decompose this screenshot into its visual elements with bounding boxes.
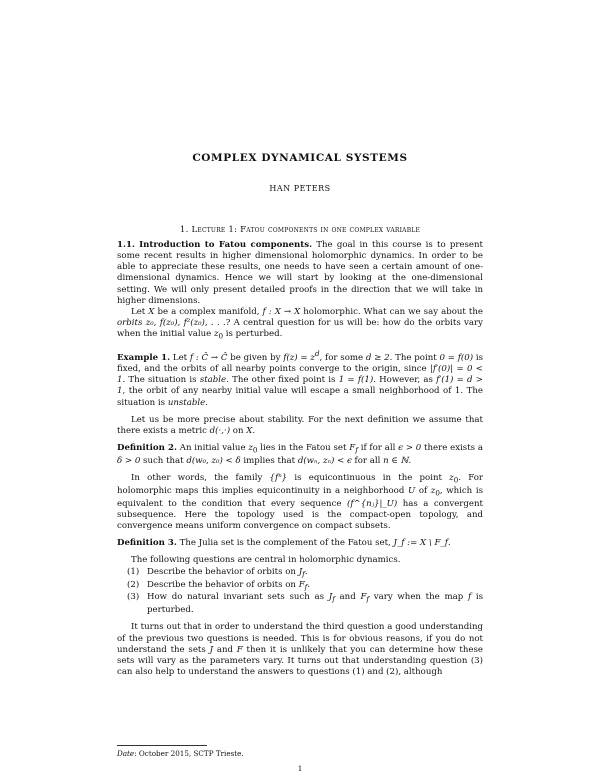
manifold-paragraph: Let X be a complex manifold, f : X → X holomorphic. What can we say about the orbits z₀, f(z₀), f²(z₀), . . .? A central question for us will be: how do the orbits vary when the initial value $z_0$ is perturbed. bbox=[117, 306, 483, 341]
equicontinuity-paragraph: In other words, the family {fⁿ} is equicontinuous in the point $z_0$. For holomorphic maps this implies equicontinuity in a neighborhood U of $z_0$, which is equivalent to the condition that every sequence (f^{nⱼ}|_U) has a convergent subsequence. Here the topology used is the compact-open topology, and convergence means uniform convergence on compact subsets. bbox=[117, 473, 483, 532]
list-item: (3) How do natural invariant sets such as $J_f$ and $F_f$ vary when the map f is perturbed. bbox=[127, 592, 483, 616]
footnote: Date: October 2015, SCTP Trieste. bbox=[117, 749, 244, 758]
list-item: (1) Describe the behavior of orbits on $J_f$. bbox=[127, 566, 308, 579]
example-1: Example 1. Let f : Ĉ → Ĉ be given by $f(z) = z^d$, for some d ≥ 2. The point 0 = f(0) is fixed, and the orbits of all nearby points converge to the origin, since |f′(0)| = 0 < 1. The situation is stable. The other fixed point is 1 = f(1). However, as f′(1) = d > 1, the orbit of any nearby initial value will escape a small neighborhood of 1. The situation is unstable. bbox=[117, 349, 483, 408]
subsection-number: 1.1. bbox=[117, 240, 135, 250]
paper-body bbox=[117, 240, 483, 678]
paper-author: HAN PETERS bbox=[269, 184, 331, 193]
section-heading: 1. Lecture 1: Fatou components in one complex variable bbox=[179, 225, 421, 235]
definition-2: Definition 2. An initial value $z_0$ lies in the Fatou set $F_f$ if for all ϵ > 0 there exists a δ > 0 such that d(w₀, z₀) < δ implies that d(wₙ, zₙ) < ϵ for all n ∈ ℕ. bbox=[117, 443, 483, 466]
paper-title: COMPLEX DYNAMICAL SYSTEMS bbox=[192, 152, 408, 164]
stability-paragraph: Let us be more precise about stability. For the next definition we assume that there exists a metric d(·,·) on X. bbox=[117, 414, 483, 436]
subsection-title: Introduction to Fatou components. bbox=[139, 240, 313, 250]
questions-intro: The following questions are central in holomorphic dynamics. bbox=[131, 555, 401, 566]
final-paragraph: It turns out that in order to understand the third question a good understanding of the previous two questions is needed. This is for obvious reasons, if you do not understand the sets J and F then it is unlikely that you can determine how these sets will vary as the parameters vary. It turns out that understanding question (3) can also help to understand the answers to questions (1) and (2), although bbox=[117, 622, 483, 678]
subsection-paragraph bbox=[117, 240, 483, 307]
page-number: 1 bbox=[297, 764, 303, 773]
subsection-text: The goal in this course is to present some recent results in higher dimensional holomorphic dynamics. In order to be able to appreciate these results, one needs to have seen a certain amount of one-dimensional dynamics. Hence we will start by looking at the one-dimensional setting. We will only present detailed proofs in the direction that we will take in higher dimensions. bbox=[117, 240, 483, 306]
footnote-rule bbox=[117, 745, 207, 746]
definition-3: Definition 3. The Julia set is the complement of the Fatou set, J_f := X \ F_f. bbox=[117, 538, 451, 549]
questions-list bbox=[117, 567, 483, 617]
list-item: (2) Describe the behavior of orbits on $F_f$. bbox=[127, 579, 311, 592]
